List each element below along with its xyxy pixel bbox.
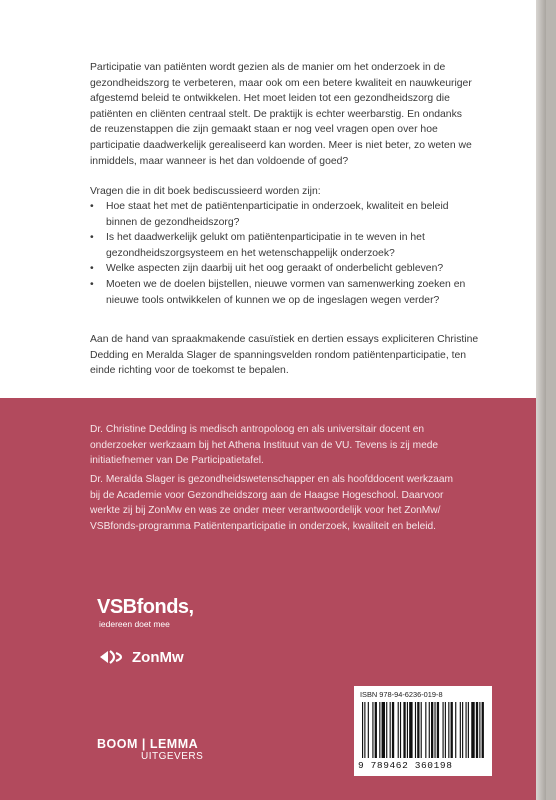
vsbfonds-name: VSBfonds, xyxy=(97,596,194,618)
barcode-bar xyxy=(434,702,435,758)
question-line: Is het daadwerkelijk gelukt om patiëntenparticipatie in te weven in het xyxy=(106,232,425,244)
list-item xyxy=(90,277,490,308)
question-line: Moeten we de doelen bijstellen, nieuwe vormen van samenwerking zoeken en xyxy=(106,278,466,290)
bio-line: Dr. Meralda Slager is gezondheidswetenschapper en als hoofddocent werkzaam xyxy=(90,474,453,485)
author-bio-dedding xyxy=(90,422,490,469)
closing-line: einde richting voor de toekomst te bepalen. xyxy=(90,365,289,377)
barcode-bar xyxy=(362,702,363,758)
barcode-bar xyxy=(417,702,419,758)
barcode-bar xyxy=(392,702,394,758)
barcode-bar xyxy=(409,702,412,758)
list-item xyxy=(90,230,490,261)
bullet-icon: • xyxy=(90,201,94,212)
barcode-bar xyxy=(466,702,467,758)
barcode-bar xyxy=(445,702,446,758)
questions-heading: Vragen die in dit boek bediscussieerd worden zijn: xyxy=(90,186,321,197)
upper-white-panel xyxy=(0,0,546,398)
barcode-bar xyxy=(398,702,399,758)
barcode-bar xyxy=(382,702,385,758)
intro-paragraph xyxy=(90,60,490,169)
intro-line: gezondheidszorg te verbeteren, maar ook om een betere kwaliteit en nauwkeuriger xyxy=(90,77,472,89)
question-line: gezondheidszorgsysteem en het wetenschappelijk onderzoek? xyxy=(106,247,395,259)
barcode-bar xyxy=(379,702,380,758)
question-line: Welke aspecten zijn daarbij uit het oog geraakt of onderbelicht gebleven? xyxy=(106,263,444,275)
barcode-bar xyxy=(460,702,461,758)
barcode-bar xyxy=(415,702,416,758)
boom-lemma-logo xyxy=(97,738,203,763)
barcode-bar xyxy=(471,702,474,758)
barcode-bar xyxy=(403,702,405,758)
barcode-bar xyxy=(390,702,391,758)
question-line: Hoe staat het met de patiëntenparticipatie in onderzoek, kwaliteit en beleid xyxy=(106,201,449,212)
isbn-number: ISBN 978-94-6236-019-8 xyxy=(360,690,443,699)
barcode-bar xyxy=(431,702,433,758)
zonmw-logo-icon xyxy=(98,648,128,666)
bio-line: werkte zij bij ZonMw en was ze onder meer verantwoordelijk voor het ZonMw/ xyxy=(90,505,441,517)
intro-line: patiënten en cliënten centraal stelt. De praktijk is echter weerbarstig. En ondanks xyxy=(90,108,462,120)
intro-line: de reuzenstappen die zijn gemaakt staan er nog veel vragen open over hoe xyxy=(90,124,438,136)
question-line: nieuwe tools ontwikkelen of kunnen we op de ingeslagen wegen verder? xyxy=(106,294,440,306)
bio-line: VSBfonds-programma Patiëntenparticipatie in onderzoek, kwaliteit en beleid. xyxy=(90,520,437,532)
barcode-bar xyxy=(451,702,453,758)
barcode-bar xyxy=(443,702,444,758)
barcode-bar xyxy=(462,702,463,758)
vsbfonds-logo xyxy=(97,597,194,629)
vsbfonds-tagline: iedereen doet mee xyxy=(99,619,170,629)
list-item xyxy=(90,199,490,230)
barcode-bar xyxy=(425,702,426,758)
bio-line: initiatiefnemer van De Participatietafel. xyxy=(90,455,264,467)
bio-line: onderzoeker werkzaam bij het Athena Instituut van de VU. Tevens is zij mede xyxy=(90,439,439,451)
zonmw-logo xyxy=(98,648,184,666)
barcode-bar xyxy=(386,702,387,758)
barcode-bar xyxy=(407,702,408,758)
boom-lemma-name: BOOM | LEMMA xyxy=(97,737,199,751)
closing-paragraph xyxy=(90,332,490,379)
barcode-bars xyxy=(360,702,486,760)
intro-line: afgestemd beleid te ontwikkelen. Het moet leiden tot een gezondheidszorg die xyxy=(90,93,450,105)
closing-line: Dedding en Meralda Slager de spanningsvelden rondom patiëntenparticipatie, ten xyxy=(90,349,467,361)
bullet-icon: • xyxy=(90,232,94,244)
list-item xyxy=(90,261,490,277)
barcode-digits: 9 789462 360198 xyxy=(358,760,453,771)
boom-lemma-subtitle: UITGEVERS xyxy=(141,751,204,762)
barcode-bar xyxy=(372,702,373,758)
bullet-icon: • xyxy=(90,278,94,290)
barcode-bar xyxy=(468,702,469,758)
spine-edge xyxy=(536,0,546,800)
barcode-bar xyxy=(455,702,456,758)
isbn-barcode xyxy=(354,686,492,776)
questions-list xyxy=(90,199,490,308)
question-line: binnen de gezondheidszorg? xyxy=(106,216,240,228)
barcode-bar xyxy=(476,702,478,758)
barcode-bar xyxy=(421,702,422,758)
author-bio-slager xyxy=(90,472,490,534)
intro-line: participatie daadwerkelijk gerealiseerd kan worden. Meer is niet beter, zo weten we xyxy=(90,139,472,151)
barcode-bar xyxy=(375,702,377,758)
bio-line: Dr. Christine Dedding is medisch antropoloog en als universitair docent en xyxy=(90,424,425,435)
barcode-bar xyxy=(368,702,369,758)
barcode-bar xyxy=(400,702,401,758)
intro-line: inmiddels, maar wanneer is het dan voldoende of goed? xyxy=(90,155,349,167)
barcode-bar xyxy=(364,702,365,758)
barcode-bar xyxy=(437,702,439,758)
bullet-icon: • xyxy=(90,263,94,275)
barcode-bar xyxy=(479,702,480,758)
zonmw-name: ZonMw xyxy=(132,648,184,666)
barcode-bar xyxy=(429,702,430,758)
intro-line: Participatie van patiënten wordt gezien als de manier om het onderzoek in de xyxy=(90,62,446,73)
barcode-bar xyxy=(482,702,484,758)
barcode-bar xyxy=(448,702,449,758)
closing-line: Aan de hand van spraakmakende casuïstiek en dertien essays expliciteren Christine xyxy=(90,334,479,345)
bio-line: bij de Academie voor Gezondheidszorg aan de Haagse Hogeschool. Daarvoor xyxy=(90,489,444,501)
